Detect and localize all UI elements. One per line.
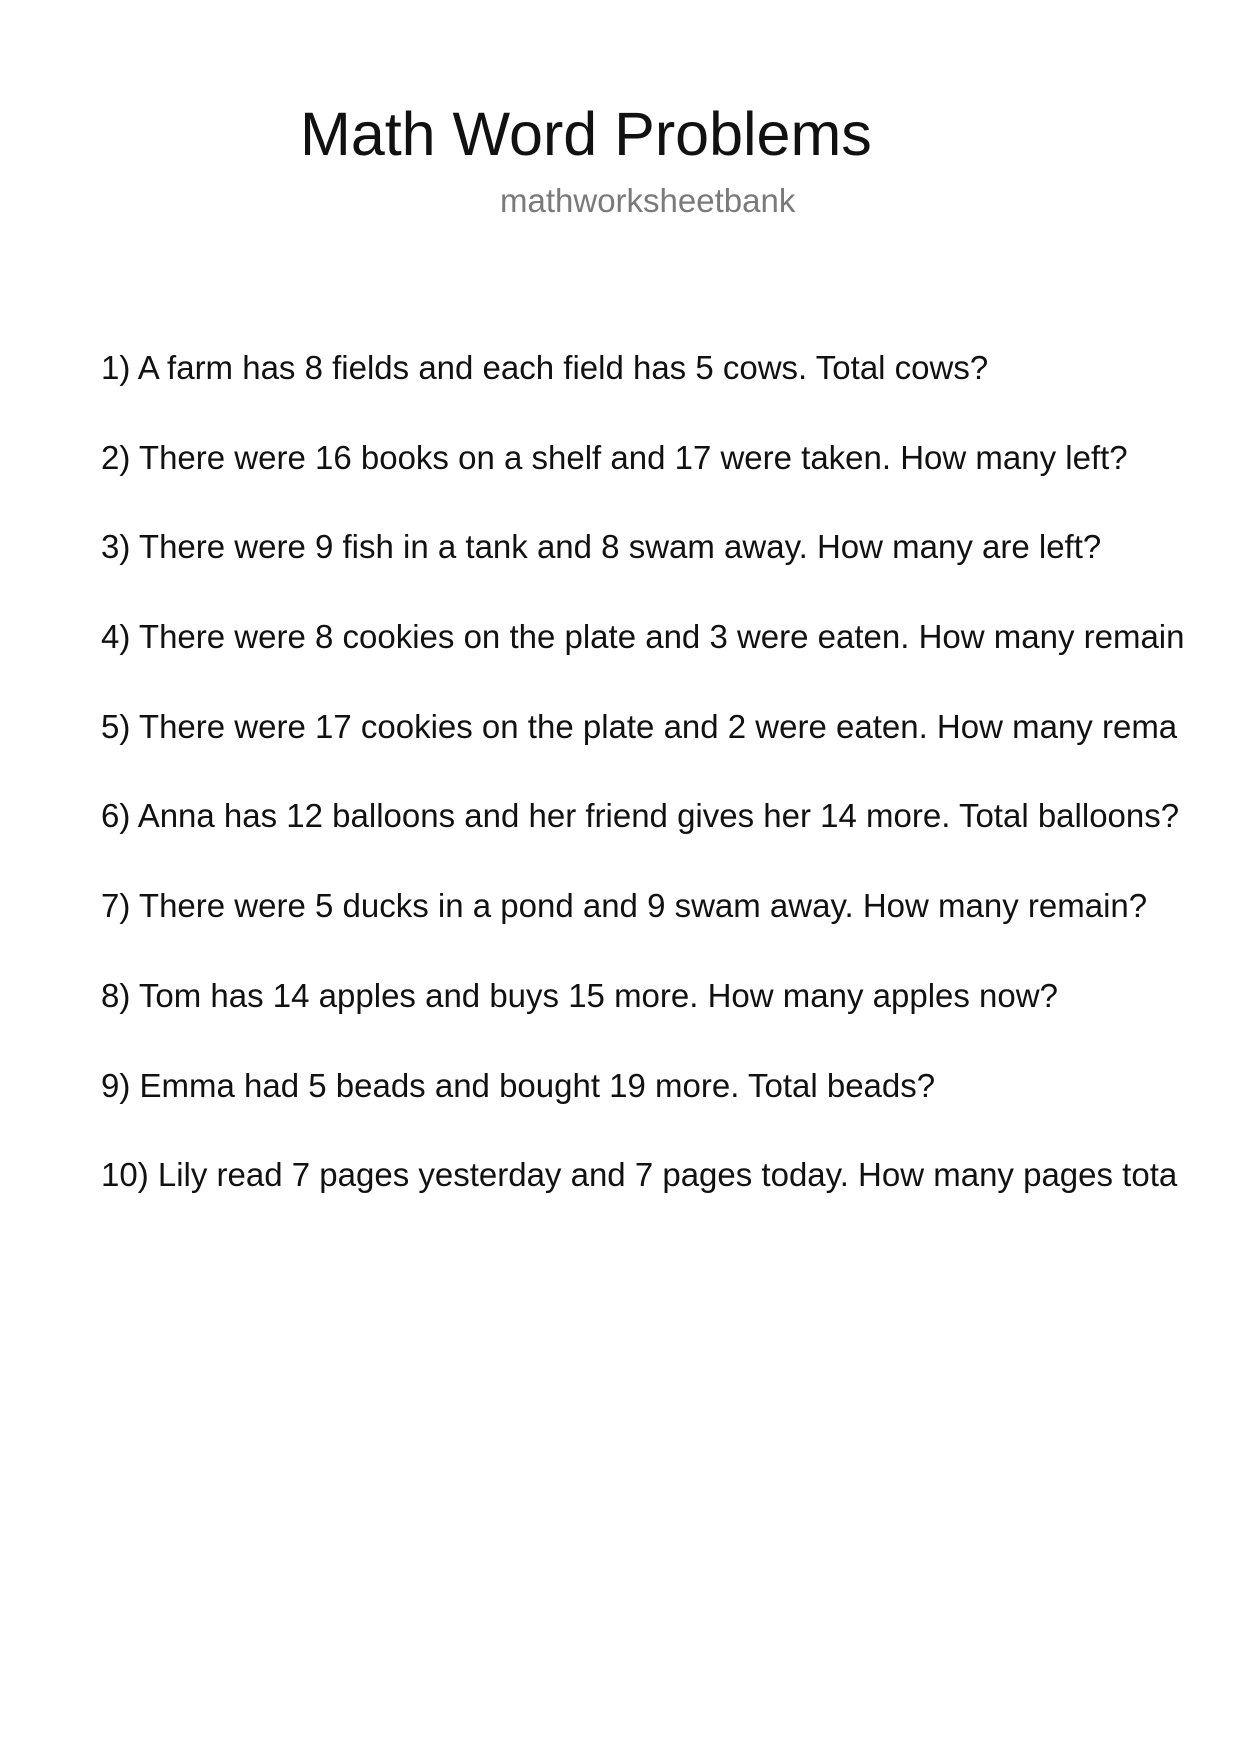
problem-item-8: 8) Tom has 14 apples and buys 15 more. How many apples now? xyxy=(101,976,1058,1014)
source-label: mathworksheetbank xyxy=(500,182,796,219)
problem-item-1: 1) A farm has 8 fields and each field has 5 cows. Total cows? xyxy=(101,349,989,386)
problem-item-9: 9) Emma had 5 beads and bought 19 more. Total beads? xyxy=(101,1066,936,1104)
problem-item-3: 3) There were 9 fish in a tank and 8 swam away. How many are left? xyxy=(101,528,1102,566)
problem-item-4: 4) There were 8 cookies on the plate and 3 were eaten. How many remain xyxy=(101,618,1185,656)
problem-list xyxy=(101,348,1185,1245)
problem-item-7: 7) There were 5 ducks in a pond and 9 swam away. How many remain? xyxy=(101,887,1148,925)
problem-item-5: 5) There were 17 cookies on the plate and 2 were eaten. How many rema xyxy=(101,707,1178,745)
problem-item-2: 2) There were 16 books on a shelf and 17 were taken. How many left? xyxy=(101,438,1128,476)
problem-item-6: 6) Anna has 12 balloons and her friend gives her 14 more. Total balloons? xyxy=(101,797,1180,835)
page-title: Math Word Problems xyxy=(300,100,872,168)
problem-item-10: 10) Lily read 7 pages yesterday and 7 pages today. How many pages tota xyxy=(101,1156,1178,1194)
